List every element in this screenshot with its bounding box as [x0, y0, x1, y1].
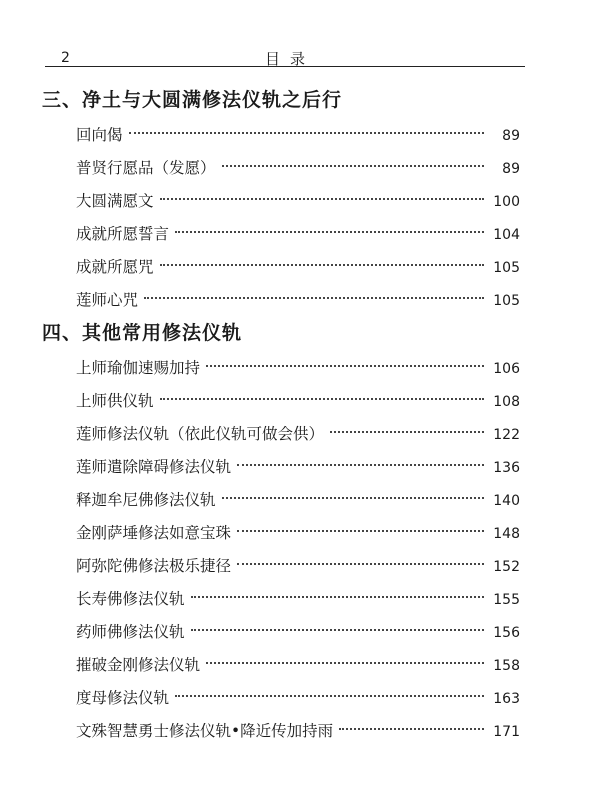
entry-page-number: 156 — [493, 625, 520, 641]
toc-entry[interactable] — [42, 418, 520, 451]
toc-entry[interactable] — [42, 583, 520, 616]
toc-entry[interactable] — [42, 152, 520, 185]
dot-leader — [144, 297, 484, 299]
dot-leader — [222, 497, 484, 499]
toc-entry[interactable] — [42, 218, 520, 251]
toc-entry[interactable] — [42, 451, 520, 484]
entry-page-number: 140 — [493, 493, 520, 509]
page-header — [45, 44, 525, 68]
entry-page-number: 155 — [493, 592, 520, 608]
toc-entry[interactable] — [42, 616, 520, 649]
toc-entry[interactable] — [42, 715, 520, 748]
entry-title: 度母修法仪轨 — [76, 689, 170, 707]
page-number: 2 — [61, 50, 70, 66]
entry-title: 金刚萨埵修法如意宝珠 — [76, 524, 232, 542]
toc-entry[interactable] — [42, 385, 520, 418]
entry-title: 药师佛修法仪轨 — [76, 623, 185, 641]
toc-entry[interactable] — [42, 550, 520, 583]
toc-entry[interactable] — [42, 119, 520, 152]
entry-page-number: 136 — [493, 460, 520, 476]
entry-page-number: 171 — [493, 724, 520, 740]
entry-title: 上师瑜伽速赐加持 — [76, 359, 201, 377]
toc-entry[interactable] — [42, 649, 520, 682]
dot-leader — [175, 695, 484, 697]
entry-page-number: 104 — [493, 227, 520, 243]
entry-page-number: 158 — [493, 658, 520, 674]
dot-leader — [129, 132, 484, 134]
entry-title: 回向偈 — [76, 126, 123, 144]
entry-title: 长寿佛修法仪轨 — [76, 590, 185, 608]
table-of-contents — [42, 84, 520, 748]
entry-page-number: 105 — [493, 293, 520, 309]
dot-leader — [339, 728, 484, 730]
entry-title: 普贤行愿品（发愿） — [76, 159, 216, 177]
dot-leader — [237, 530, 484, 532]
entry-title: 文殊智慧勇士修法仪轨•降近传加持雨 — [76, 722, 334, 740]
dot-leader — [160, 264, 484, 266]
entry-page-number: 152 — [493, 559, 520, 575]
header-title: 目录 — [264, 50, 315, 68]
entry-title: 大圆满愿文 — [76, 192, 154, 210]
dot-leader — [191, 629, 484, 631]
dot-leader — [206, 662, 484, 664]
header-rule — [45, 66, 525, 67]
dot-leader — [237, 563, 484, 565]
entry-page-number: 122 — [493, 427, 520, 443]
dot-leader — [330, 431, 484, 433]
toc-entry[interactable] — [42, 185, 520, 218]
toc-entry[interactable] — [42, 352, 520, 385]
dot-leader — [237, 464, 484, 466]
entry-title: 上师供仪轨 — [76, 392, 154, 410]
dot-leader — [206, 365, 484, 367]
entry-title: 摧破金刚修法仪轨 — [76, 656, 201, 674]
dot-leader — [175, 231, 484, 233]
dot-leader — [160, 398, 484, 400]
entry-page-number: 163 — [493, 691, 520, 707]
entry-page-number: 108 — [493, 394, 520, 410]
toc-entry[interactable] — [42, 251, 520, 284]
entry-title: 莲师遣除障碍修法仪轨 — [76, 458, 232, 476]
entry-page-number: 89 — [502, 128, 520, 144]
section-heading: 四、其他常用修法仪轨 — [42, 322, 243, 344]
entry-page-number: 105 — [493, 260, 520, 276]
toc-entry[interactable] — [42, 682, 520, 715]
entry-title: 成就所愿咒 — [76, 258, 154, 276]
entry-page-number: 89 — [502, 161, 520, 177]
section-heading: 三、净土与大圆满修法仪轨之后行 — [42, 89, 343, 111]
entry-title: 成就所愿誓言 — [76, 225, 170, 243]
dot-leader — [222, 165, 484, 167]
entry-title: 阿弥陀佛修法极乐捷径 — [76, 557, 232, 575]
entry-title: 莲师心咒 — [76, 291, 139, 309]
dot-leader — [191, 596, 484, 598]
entry-page-number: 100 — [493, 194, 520, 210]
entry-page-number: 148 — [493, 526, 520, 542]
dot-leader — [160, 198, 484, 200]
entry-title: 释迦牟尼佛修法仪轨 — [76, 491, 216, 509]
toc-entry[interactable] — [42, 284, 520, 317]
toc-entry[interactable] — [42, 517, 520, 550]
entry-page-number: 106 — [493, 361, 520, 377]
entry-title: 莲师修法仪轨（依此仪轨可做会供） — [76, 425, 325, 443]
toc-entry[interactable] — [42, 484, 520, 517]
